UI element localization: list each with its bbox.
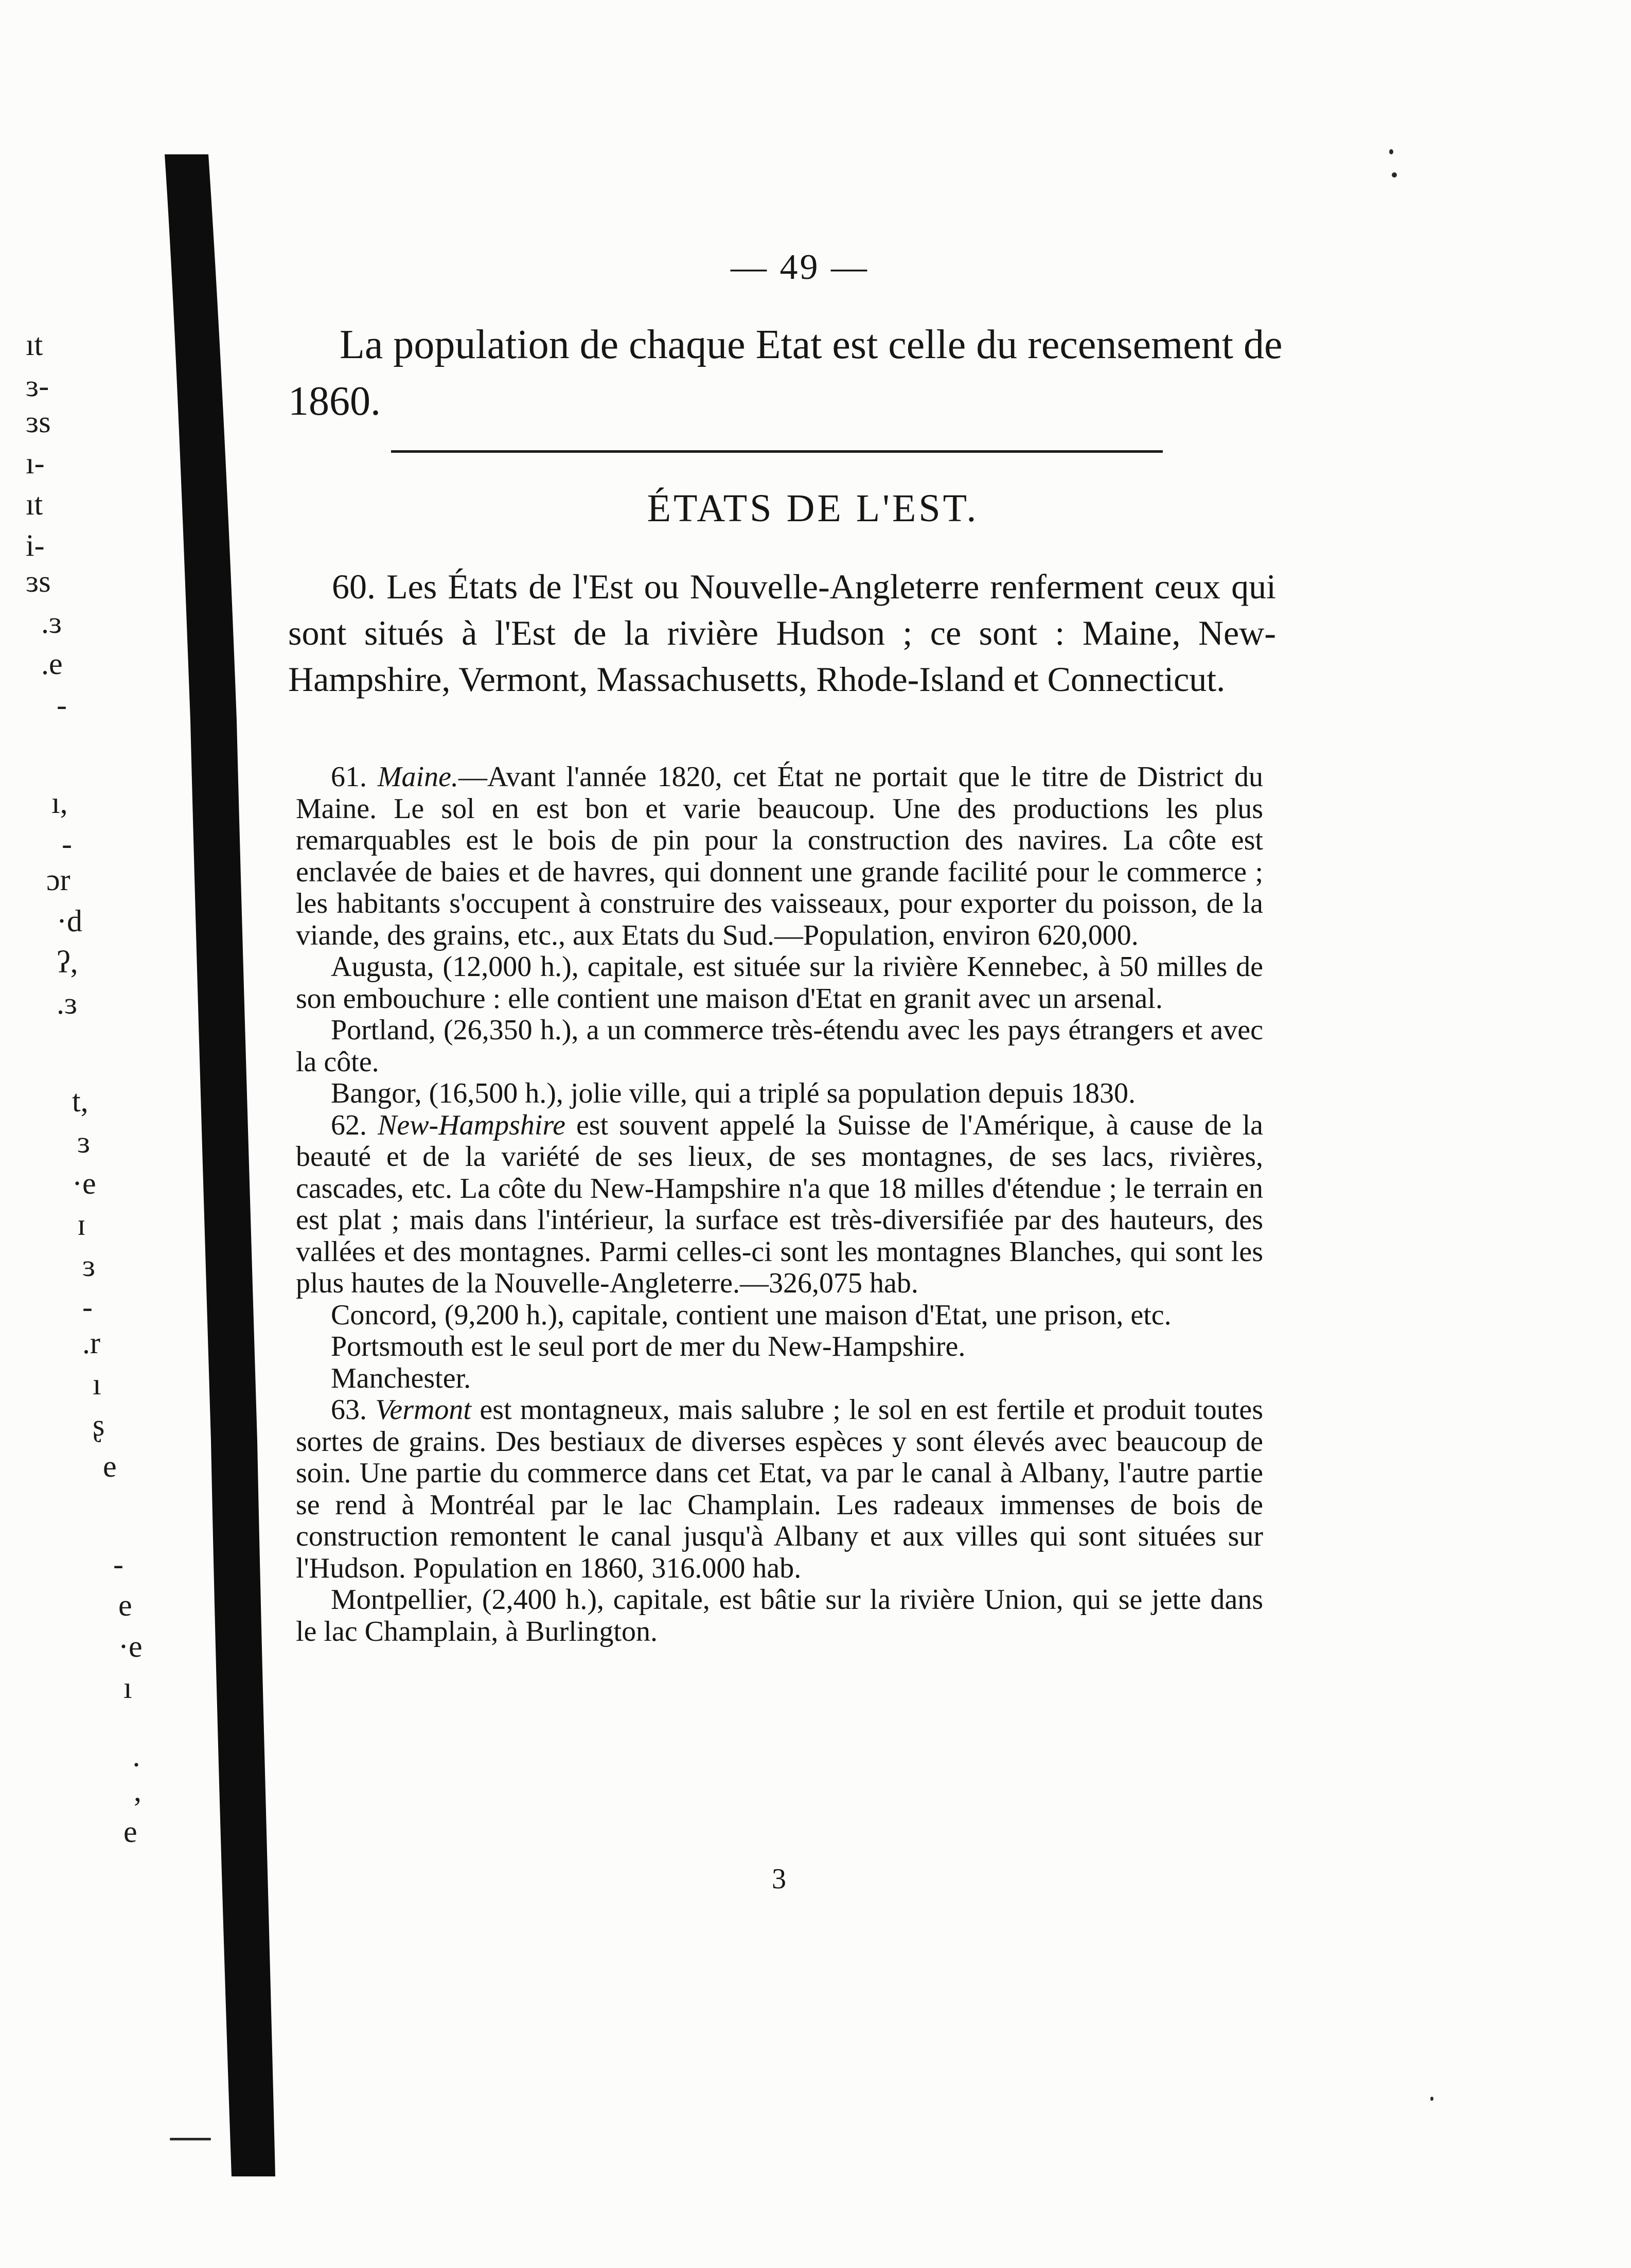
body-paragraph (296, 1078, 1263, 1110)
paragraph-text: Les États de l'Est ou Nouvelle-Angleterre renferment ceux qui sont situés à l'Est de la rivière Hudson ; ce sont : Maine, New-Hampshire, Vermont, Massachusetts, Rhode-Island et Connecticut. (288, 567, 1277, 699)
margin-fragment: ı (123, 1671, 132, 1705)
margin-fragment: - (82, 1290, 93, 1324)
body-paragraph (296, 1300, 1263, 1332)
paragraph-number: 60. (332, 567, 376, 606)
body-paragraph (296, 1394, 1263, 1584)
body-paragraph (296, 761, 1263, 951)
margin-fragment: ıt (26, 328, 43, 362)
binding-shadow (154, 154, 275, 2176)
margin-fragment: · (131, 1748, 141, 1782)
paragraph-text: Manchester. (331, 1362, 471, 1394)
state-name: Maine. (377, 761, 458, 793)
signature-mark: 3 (772, 1863, 786, 1895)
body-paragraph (296, 1015, 1263, 1078)
margin-fragment: ɜ- (26, 369, 49, 403)
paragraph-number: 62. (331, 1109, 378, 1141)
section-rule (391, 450, 1163, 453)
margin-fragment: ɜ (82, 1249, 96, 1283)
paragraph-text: est souvent appelé la Suisse de l'Amérique, à cause de la beauté et de la variété de ses lieux, de ses montagnes, de ses lacs, rivières, cascades, etc. La côte du New-Hampshire n'a que 18 milles d'étendue ; le terrain en est plat ; mais dans l'intérieur, la surface est très-diversifiée par des hauteurs, des vallées et des montagnes. Parmi celles-ci sont les montagnes Blanches, qui sont les plus hautes de la Nouvelle-Angleterre.—326,075 hab. (296, 1109, 1263, 1299)
margin-fragment: ɪ (77, 1208, 86, 1242)
paragraph-number: 63. (331, 1394, 376, 1426)
paragraph-number: 61. (331, 761, 378, 793)
paragraph-text: Concord, (9,200 h.), capitale, contient une maison d'Etat, une prison, etc. (331, 1299, 1172, 1331)
margin-fragment: ı- (26, 446, 45, 480)
paragraph-text: Portsmouth est le seul port de mer du New-Hampshire. (331, 1331, 966, 1362)
speck (170, 2138, 211, 2140)
margin-fragment: ɜs (26, 405, 51, 439)
margin-fragment: , (134, 1774, 141, 1808)
body-paragraph (296, 1110, 1263, 1300)
state-name: Vermont (375, 1394, 471, 1426)
margin-fragment: ıt (26, 487, 43, 521)
speck (1430, 2097, 1433, 2101)
margin-fragment: - (62, 827, 72, 861)
margin-fragment: - (113, 1547, 123, 1581)
body-paragraph (296, 1584, 1263, 1647)
margin-fragment: ·d (57, 904, 82, 938)
paragraph-text: Montpellier, (2,400 h.), capitale, est bâtie sur la rivière Union, qui se jette dans le lac Champlain, à Burlington. (296, 1584, 1263, 1647)
body-paragraph (296, 1331, 1263, 1363)
margin-fragment: - (57, 688, 67, 722)
margin-fragment: ·e (72, 1166, 96, 1200)
margin-fragment: ı, (51, 786, 68, 820)
margin-fragment: e (123, 1815, 137, 1849)
paragraph-60 (288, 563, 1276, 702)
section-title: ÉTATS DE L'EST. (647, 487, 979, 530)
margin-fragment: ʔ, (57, 945, 78, 979)
margin-fragment: ʂ (93, 1408, 105, 1442)
margin-fragment: .e (41, 647, 63, 681)
body-text-block (296, 761, 1263, 1647)
paragraph-text: est montagneux, mais salubre ; le sol en est fertile et produit toutes sortes de grains. Des bestiaux de diverses espèces y sont élevés avec beaucoup de soin. Une partie du commerce dans cet Etat, va par le canal à Albany, l'autre partie se rend à Montréal par le lac Champlain. Les radeaux immenses de bois de construction remontent le canal jusqu'à Albany et aux villes qui sont situées sur l'Hudson. Population en 1860, 316.000 hab. (296, 1394, 1263, 1584)
state-name: New-Hampshire (378, 1109, 566, 1141)
margin-fragment: i- (26, 528, 45, 562)
speck (1389, 149, 1393, 154)
page-number: — 49 — (731, 247, 869, 287)
margin-fragment: t, (72, 1084, 88, 1118)
margin-fragment: ɔr (46, 863, 70, 897)
body-paragraph (296, 1363, 1263, 1395)
margin-fragment: .r (82, 1326, 100, 1360)
margin-fragment: ɜ (77, 1125, 91, 1159)
margin-fragment: ɜs (26, 564, 51, 598)
paragraph-text: —Avant l'année 1820, cet État ne portait que le titre de District du Maine. Le sol en est bon et varie beaucoup. Une des productions les plus remarquables est le bois de pin pour la construction des navires. La côte est enclavée de baies et de havres, qui donnent une grande facilité pour le commerce ; les habitants s'occupent à construire des vaisseaux, pour exporter du poisson, de la viande, des grains, etc., aux Etats du Sud.—Population, environ 620,000. (296, 761, 1263, 951)
paragraph-text: Bangor, (16,500 h.), jolie ville, qui a triplé sa population depuis 1830. (331, 1077, 1136, 1109)
margin-fragment: e (103, 1449, 117, 1483)
paragraph-text: Portland, (26,350 h.), a un commerce très-étendu avec les pays étrangers et avec la côte. (296, 1014, 1263, 1078)
margin-fragment: .ɜ (41, 606, 62, 640)
margin-fragment: ·e (118, 1629, 143, 1663)
body-paragraph (296, 951, 1263, 1015)
margin-fragment: e (118, 1588, 132, 1622)
intro-paragraph: La population de chaque Etat est celle du recensement de 1860. (288, 322, 1283, 424)
speck (1392, 172, 1397, 178)
margin-fragment: .ɜ (57, 986, 78, 1020)
margin-fragment: ı (93, 1367, 101, 1401)
paragraph-text: Augusta, (12,000 h.), capitale, est située sur la rivière Kennebec, à 50 milles de son embouchure : elle contient une maison d'Etat en granit avec un arsenal. (296, 951, 1263, 1015)
